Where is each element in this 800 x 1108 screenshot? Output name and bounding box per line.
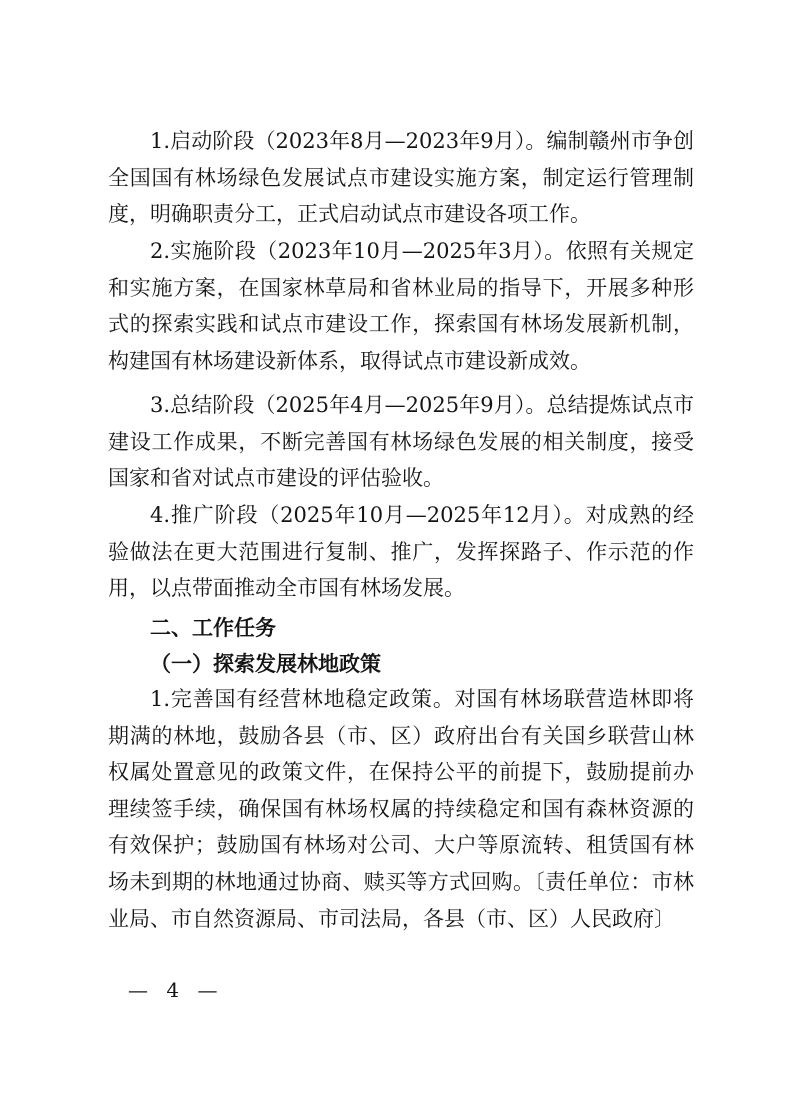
paragraph-promotion-phase: 4.推广阶段（2025年10月—2025年12月）。对成熟的经验做法在更大范围进行复制、推广，发挥探路子、作示范的作用，以点带面推动全市国有林场发展。 bbox=[108, 503, 694, 601]
paragraph-implementation-phase: 2.实施阶段（2023年10月—2025年3月）。依照有关规定和实施方案，在国家林草局和省林业局的指导下，开展多种形式的探索实践和试点市建设工作，探索国有林场发展新机制，构建国有林场建设新体系，取得试点市建设新成效。 bbox=[108, 239, 694, 373]
paragraph-summary-phase: 3.总结阶段（2025年4月—2025年9月）。总结提炼试点市建设工作成果，不断完善国有林场绿色发展的相关制度，接受国家和省对试点市建设的评估验收。 bbox=[108, 393, 694, 491]
paragraph-forest-land-stability-policy: 1.完善国有经营林地稳定政策。对国有林场联营造林即将期满的林地，鼓励各县（市、区）政府出台有关国乡联营山林权属处置意见的政策文件，在保持公平的前提下，鼓励提前办理续签手续，确保国有林场权属的持续稳定和国有森林资源的有效保护；鼓励国有林场对公司、大户等原流转、租赁国有林场未到期的林地通过协商、赎买等方式回购。〔责任单位：市林业局、市自然资源局、市司法局，各县（市、区）人民政府〕 bbox=[108, 687, 694, 931]
paragraph-launch-phase: 1.启动阶段（2023年8月—2023年9月）。编制赣州市争创全国国有林场绿色发展试点市建设实施方案，制定运行管理制度，明确职责分工，正式启动试点市建设各项工作。 bbox=[108, 129, 694, 227]
subsection-heading-forest-land-policy: （一）探索发展林地政策 bbox=[150, 651, 381, 676]
section-heading-work-tasks: 二、工作任务 bbox=[150, 616, 276, 640]
page-number: — 4 — bbox=[128, 978, 224, 1002]
